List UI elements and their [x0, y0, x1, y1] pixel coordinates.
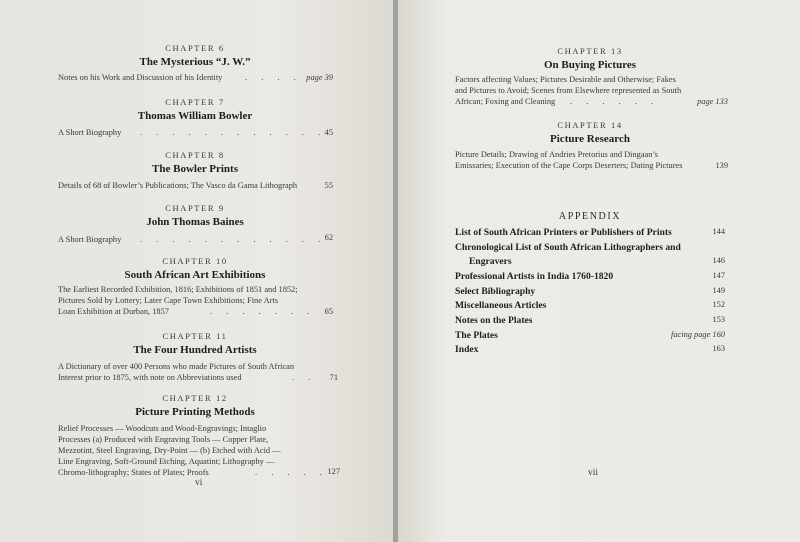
page-number: 144 — [712, 227, 725, 236]
appendix-entry — [455, 330, 725, 344]
chapter-description: Interest prior to 1875, with note on Abbreviations used — [58, 373, 242, 382]
page-number: 147 — [712, 271, 725, 280]
chapter-title: Thomas William Bowler — [137, 110, 253, 122]
chapter-title: South African Art Exhibitions — [124, 269, 266, 281]
chapter-description: Processes (a) Produced with Engraving Tools — Copper Plate, — [58, 435, 269, 444]
appendix-entry-label: Select Bibliography — [455, 286, 536, 297]
appendix-entry-label: Miscellaneous Articles — [455, 300, 547, 311]
page-number: facing page 160 — [671, 330, 725, 339]
chapter-description: A Dictionary of over 400 Persons who made Pictures of South African — [58, 362, 295, 371]
page-folio: vii — [588, 468, 599, 478]
appendix-entry — [455, 344, 725, 358]
page-number: 65 — [324, 307, 333, 316]
chapter-description: Mezzotint, Steel Engraving, Dry-Point — (b) Etched with Acid — — [58, 446, 281, 455]
leader-dots: . . . . — [245, 73, 302, 82]
chapter-description: Factors affecting Values; Pictures Desirable and Otherwise; Fakes — [455, 75, 676, 84]
appendix-entry-label: List of South African Printers or Publishers of Prints — [455, 227, 672, 238]
page-number: 127 — [327, 467, 340, 476]
chapter-heading: CHAPTER 12 — [162, 393, 228, 403]
chapter-description: Relief Processes — Woodcuts and Wood-Engravings; Intaglio — [58, 424, 267, 433]
chapter-heading: CHAPTER 14 — [557, 120, 623, 130]
appendix-entry — [455, 300, 725, 314]
leader-dots: . . — [292, 373, 317, 382]
page-number: 45 — [324, 128, 333, 137]
appendix-entry-label: Chronological List of South African Lithographers and — [455, 242, 681, 253]
page-number: 149 — [712, 286, 725, 295]
appendix-entry-label: Professional Artists in India 1760-1820 — [455, 271, 614, 282]
chapter-description: A Short Biography — [58, 128, 122, 137]
leader-dots: . . . . . . — [570, 97, 660, 106]
chapter-heading: CHAPTER 9 — [165, 203, 225, 213]
chapter-description: Notes on his Work and Discussion of his Identity — [58, 73, 223, 82]
chapter-heading: CHAPTER 8 — [165, 150, 225, 160]
leader-dots: . . . . . . . — [210, 307, 316, 316]
chapter-title: The Mysterious “J. W.” — [139, 56, 251, 68]
appendix-entry — [455, 286, 725, 300]
chapter-heading: CHAPTER 11 — [162, 331, 228, 341]
page-number: page 133 — [697, 97, 728, 106]
chapter-title: Picture Research — [550, 133, 630, 145]
chapter-description: Emissaries; Execution of the Cape Corps Deserters; Dating Pictures — [455, 161, 683, 170]
appendix-entry-label: The Plates — [455, 330, 498, 341]
chapter-title: The Four Hundred Artists — [133, 344, 257, 356]
page-folio: vi — [195, 478, 203, 488]
chapter-description: Pictures Sold by Lottery; Later Cape Town Exhibitions; Fine Arts — [58, 296, 279, 305]
chapter-description: Loan Exhibition at Durban, 1857 — [58, 307, 169, 316]
page-number: 71 — [329, 373, 338, 382]
chapter-description: A Short Biography — [58, 235, 122, 244]
leader-dots: . . . . . . . . . . . . — [140, 235, 327, 244]
chapter-title: Picture Printing Methods — [135, 406, 255, 418]
book-gutter — [393, 0, 398, 542]
chapter-title: John Thomas Baines — [146, 216, 244, 228]
chapter-heading: CHAPTER 7 — [165, 97, 225, 107]
chapter-heading: CHAPTER 6 — [165, 43, 225, 53]
chapter-heading: CHAPTER 13 — [557, 46, 623, 56]
chapter-description: Chromo-lithography; States of Plates; Proofs — [58, 468, 209, 477]
appendix-entry — [455, 242, 725, 256]
chapter-title: On Buying Pictures — [543, 59, 637, 71]
appendix-entry — [455, 271, 725, 285]
leader-dots: . . . . . . . . . . . . — [140, 128, 327, 137]
appendix-heading: APPENDIX — [558, 211, 622, 222]
appendix-entry-label: Notes on the Plates — [455, 315, 533, 326]
chapter-description: African; Foxing and Cleaning — [455, 97, 556, 106]
page-number: page 39 — [306, 73, 333, 82]
chapter-description: The Earliest Recorded Exhibition, 1816; Exhibitions of 1851 and 1852; — [58, 285, 298, 294]
page-number: 62 — [324, 233, 333, 242]
page-number: 163 — [712, 344, 725, 353]
appendix-entry — [455, 256, 725, 270]
appendix-entry — [455, 227, 725, 241]
appendix-entry-label: Index — [455, 344, 479, 355]
chapter-description: Line Engraving, Soft-Ground Etching, Aquatint; Lithography — — [58, 457, 275, 466]
page-number: 152 — [712, 300, 725, 309]
page-number: 139 — [715, 161, 728, 170]
chapter-title: The Bowler Prints — [152, 163, 238, 175]
page-number: 55 — [324, 181, 333, 190]
appendix-entry — [455, 315, 725, 329]
chapter-heading: CHAPTER 10 — [162, 256, 228, 266]
appendix-entry-label: Engravers — [469, 256, 512, 267]
page-number: 146 — [712, 256, 725, 265]
chapter-description: and Pictures to Avoid; Scenes from Elsewhere represented as South — [455, 86, 682, 95]
chapter-description: Details of 68 of Bowler’s Publications; The Vasco da Gama Lithograph — [58, 181, 298, 190]
chapter-description: Picture Details; Drawing of Andries Pretorius and Dingaan’s — [455, 150, 659, 159]
page-number: 153 — [712, 315, 725, 324]
leader-dots: . . . . . — [255, 468, 328, 477]
